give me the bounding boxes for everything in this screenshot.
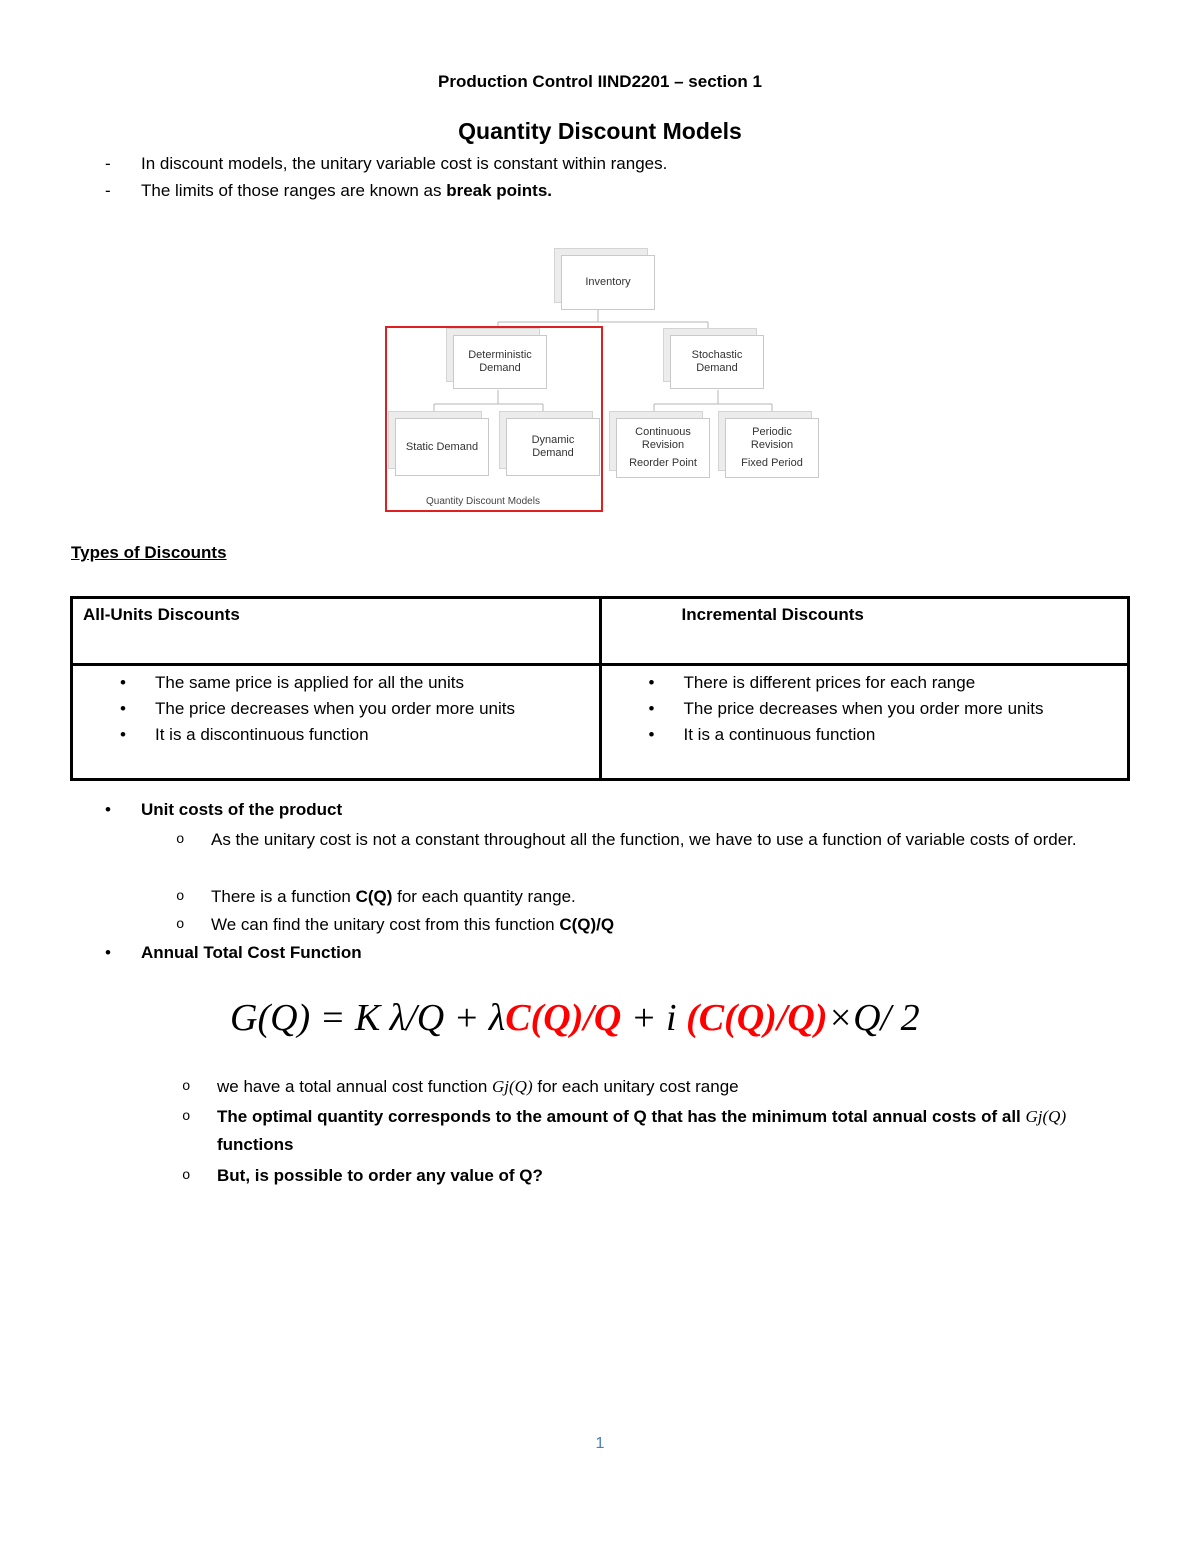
- header-incremental: Incremental Discounts: [600, 598, 1129, 665]
- cell-incremental: [600, 665, 1129, 780]
- node-periodic-revision: [725, 418, 819, 478]
- node-label-line: Stochastic: [691, 349, 743, 361]
- annual-item-2-text: The optimal quantity corresponds to the amount of Q that has the minimum total annual costs of all: [217, 1107, 1026, 1126]
- node-label-line: Dynamic: [531, 434, 575, 446]
- node-sublabel: Fixed Period: [741, 457, 803, 469]
- unit-costs-item-1: [176, 826, 1111, 854]
- annual-item-1-text: we have a total annual cost function: [217, 1077, 493, 1096]
- unit-costs-bullet: [105, 800, 342, 820]
- incremental-list: [612, 670, 1118, 748]
- list-item: • The price decreases when you order more units: [155, 696, 589, 722]
- unit-costs-item-2-text: There is a function: [211, 887, 356, 906]
- node-label-line: Revision: [641, 439, 685, 451]
- list-item: • It is a continuous function: [684, 722, 1118, 748]
- formula-highlight: (C(Q)/Q): [686, 997, 828, 1039]
- sub-bullet-marker: o: [176, 832, 185, 848]
- cq-over-q-term: C(Q)/Q: [559, 915, 615, 934]
- node-label-line: Static Demand: [405, 440, 479, 453]
- node-sublabel: Reorder Point: [629, 457, 697, 469]
- intro-line-1-text: In discount models, the unitary variable cost is constant within ranges.: [141, 154, 668, 173]
- diagram-note: Quantity Discount Models: [426, 496, 540, 507]
- header-all-units: All-Units Discounts: [72, 598, 601, 665]
- sub-bullet-marker: o: [176, 889, 185, 905]
- node-inventory-label: Inventory: [585, 276, 631, 288]
- formula-part: ×Q/ 2: [827, 997, 920, 1039]
- node-continuous-revision: [616, 418, 710, 478]
- sub-bullet-marker: o: [182, 1079, 191, 1095]
- break-points-term: break points.: [446, 181, 553, 200]
- node-deterministic-demand: [453, 335, 547, 389]
- annual-item-3: [182, 1162, 543, 1190]
- bullet-marker: •: [105, 943, 111, 962]
- node-label-line: Continuous: [635, 426, 691, 438]
- node-static-demand: [395, 418, 489, 476]
- types-of-discounts-heading: Types of Discounts: [71, 543, 227, 562]
- node-label-line: Demand: [696, 362, 738, 374]
- gj-function-symbol: Gj(Q): [492, 1077, 533, 1096]
- page-title: Quantity Discount Models: [458, 118, 742, 144]
- annual-item-1: [182, 1073, 739, 1101]
- node-label-line: Periodic: [752, 426, 792, 438]
- document-header: Production Control IIND2201 – section 1: [437, 72, 762, 91]
- unit-costs-item-2: [176, 883, 576, 911]
- annual-item-2-tail: functions: [217, 1135, 294, 1154]
- unit-costs-item-3: [176, 911, 615, 939]
- node-label-line: Deterministic: [468, 349, 532, 361]
- unit-costs-item-3-text: We can find the unitary cost from this function: [211, 915, 560, 934]
- annual-item-2: [182, 1103, 1137, 1159]
- dash-marker: -: [105, 181, 111, 200]
- node-label-line: Demand: [479, 362, 521, 374]
- all-units-list: [83, 670, 589, 748]
- node-stochastic-demand: [670, 335, 764, 389]
- gj-function-symbol: Gj(Q): [1025, 1107, 1067, 1126]
- unit-costs-label: Unit costs of the product: [141, 800, 343, 819]
- sub-bullet-marker: o: [182, 1109, 191, 1125]
- node-dynamic-demand: [506, 418, 600, 476]
- list-item: • It is a discontinuous function: [155, 722, 589, 748]
- list-item: • The price decreases when you order more units: [684, 696, 1118, 722]
- formula-part: G(Q) = K λ/Q + λ: [230, 997, 506, 1039]
- annual-item-1-tail: for each unitary cost range: [532, 1077, 739, 1096]
- cell-all-units: [72, 665, 601, 780]
- node-inventory: [561, 255, 655, 310]
- bullet-marker: •: [105, 800, 111, 819]
- annual-item-3-text: But, is possible to order any value of Q?: [217, 1166, 543, 1185]
- unit-costs-item-1-text: As the unitary cost is not a constant throughout all the function, we have to use a function of variable costs of order.: [211, 830, 1077, 849]
- discount-types-table: [70, 596, 1130, 781]
- annual-cost-bullet: [105, 943, 362, 963]
- cq-term: C(Q): [355, 887, 393, 906]
- unit-costs-item-2-tail: for each quantity range.: [392, 887, 576, 906]
- sub-bullet-marker: o: [176, 917, 185, 933]
- intro-line-2-text: The limits of those ranges are known as: [141, 181, 447, 200]
- node-label-line: Revision: [750, 439, 794, 451]
- dash-marker: -: [105, 154, 111, 173]
- list-item: • There is different prices for each range: [684, 670, 1118, 696]
- table-header-row: [72, 598, 1129, 665]
- sub-bullet-marker: o: [182, 1168, 191, 1184]
- annual-cost-label: Annual Total Cost Function: [141, 943, 362, 962]
- node-label-line: Demand: [532, 447, 574, 459]
- formula-part: + i: [621, 997, 687, 1039]
- intro-line-1: [105, 154, 667, 174]
- total-cost-formula: [230, 996, 920, 1040]
- table-body-row: [72, 665, 1129, 780]
- inventory-hierarchy-diagram: [380, 240, 825, 515]
- page-number: 1: [595, 1435, 605, 1452]
- formula-highlight: C(Q)/Q: [505, 997, 622, 1039]
- list-item: • The same price is applied for all the units: [155, 670, 589, 696]
- intro-line-2: [105, 181, 552, 201]
